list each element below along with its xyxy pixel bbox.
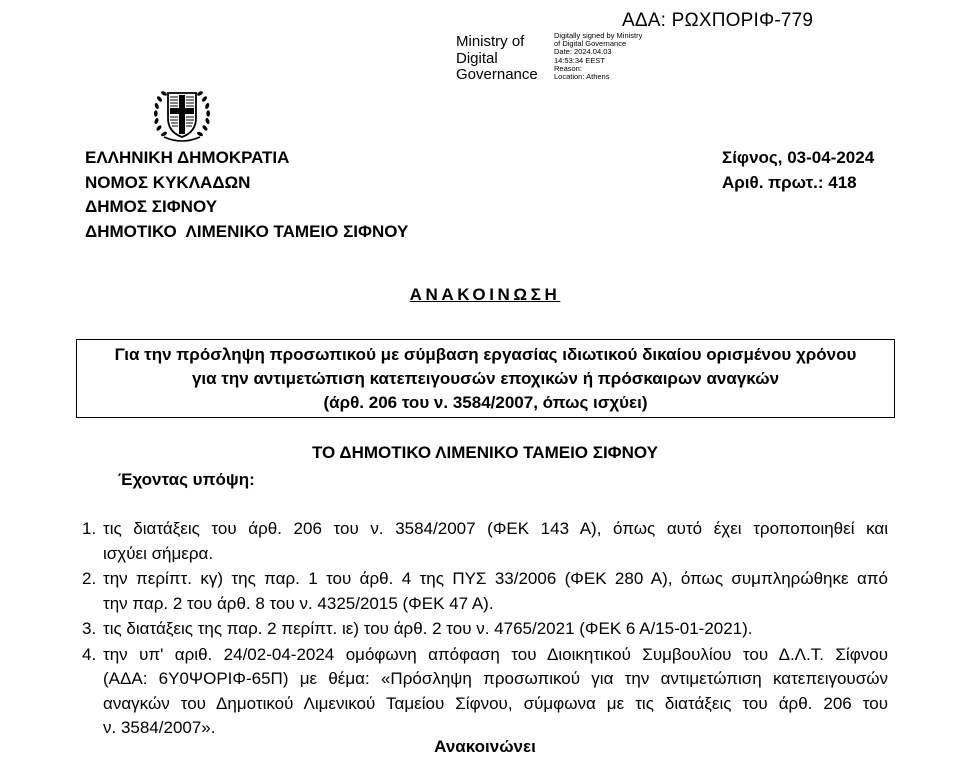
signature-ministry-line: Ministry of [456,33,525,50]
list-item-line: ισχύει σήμερα. [103,543,214,563]
list-item-line: την υπ' αριθ. 24/02-04-2024 ομόφωνη απόφαση του Διοικητικού Συμβουλίου του Δ.Λ.Τ. Σίφνου [103,644,888,664]
signature-detail-line: 14:53:34 EEST [554,55,605,65]
considerations-list [82,517,888,742]
list-item-line: ν. 3584/2007». [103,718,216,737]
list-item-line: (ΑΔΑ: 6Υ0ΨΟΡΙΦ-65Π) με θέμα: «Πρόσληψη προσωπικού για την αντιμετώπιση κατεπειγουσών [103,669,888,688]
subject-line: (άρθ. 206 του ν. 3584/2007, όπως ισχύει) [323,393,648,412]
issuer-line: ΝΟΜΟΣ ΚΥΚΛΑΔΩΝ [85,172,251,192]
document-title: ΑΝΑΚΟΙΝΩΣΗ [409,285,561,304]
ada-code: ΑΔΑ: ΡΩΧΠΟΡΙΦ-779 [622,10,814,31]
list-item-line: την περίπτ. κγ) της παρ. 1 του άρθ. 4 της ΠΥΣ 33/2006 (ΦΕΚ 280 Α), όπως συμπληρώθηκε από [103,569,888,588]
authority-heading: ΤΟ ΔΗΜΟΤΙΚΟ ΛΙΜΕΝΙΚΟ ΤΑΜΕΙΟ ΣΙΦΝΟΥ [311,443,658,462]
signature-detail-line: of Digital Governance [554,39,627,49]
list-item-number: 1. [82,519,97,538]
announces-heading: Ανακοινώνει [434,737,536,756]
signature-ministry-line: Governance [456,66,538,83]
signature-detail-line: Reason: [554,63,582,73]
subject-line: Για την πρόσληψη προσωπικού με σύμβαση εργασίας ιδιωτικού δικαίου ορισμένου χρόνου [114,345,857,364]
signature-ministry-line: Digital [456,49,498,67]
list-item [82,643,888,741]
signature-detail-line: Digitally signed by Ministry [554,31,643,40]
signature-detail-line: Date: 2024.04.03 [554,47,612,57]
issuer-line: ΔΗΜΟΤΙΚΟ ΛΙΜΕΝΙΚΟ ΤΑΜΕΙΟ ΣΙΦΝΟΥ [85,221,409,241]
protocol-number: Αριθ. πρωτ.: 418 [722,172,857,192]
list-item [82,517,888,566]
signature-detail-line: Location: Athens [554,72,610,82]
date-block [722,146,874,195]
issuer-block [85,146,408,244]
list-item-number: 4. [82,644,97,664]
list-item-line: τις διατάξεις του άρθ. 206 του ν. 3584/2007 (ΦΕΚ 143 Α), όπως αυτό έχει τροποποιηθεί και [103,519,888,538]
place-date: Σίφνος, 03-04-2024 [722,148,875,167]
signature-details [554,32,642,81]
list-item-line: αναγκών του Δημοτικού Λιμενικού Ταμείου Σίφνου, σύμφωνα με τις διατάξεις του άρθ. 206 του [103,693,888,713]
list-item-number: 2. [82,569,97,588]
greek-coat-of-arms-icon [150,84,214,146]
subject-line: για την αντιμετώπιση κατεπειγουσών εποχικών ή πρόσκαιρων αναγκών [191,369,780,388]
list-item-line: τις διατάξεις της παρ. 2 περίπτ. ιε) του άρθ. 2 του ν. 4765/2021 (ΦΕΚ 6 Α/15-01-2021). [103,619,753,638]
signature-ministry [456,34,538,84]
issuer-line: ΕΛΛΗΝΙΚΗ ΔΗΜΟΚΡΑΤΙΑ [85,148,290,167]
subject-box [76,339,895,418]
issuer-line: ΔΗΜΟΣ ΣΙΦΝΟΥ [85,197,218,216]
list-item-line: την παρ. 2 του άρθ. 8 του ν. 4325/2015 (ΦΕΚ 47 Α). [103,593,494,613]
list-item-number: 3. [82,619,97,638]
list-item [82,567,888,616]
list-item [82,617,888,642]
considering-label: Έχοντας υπόψη: [118,470,255,489]
